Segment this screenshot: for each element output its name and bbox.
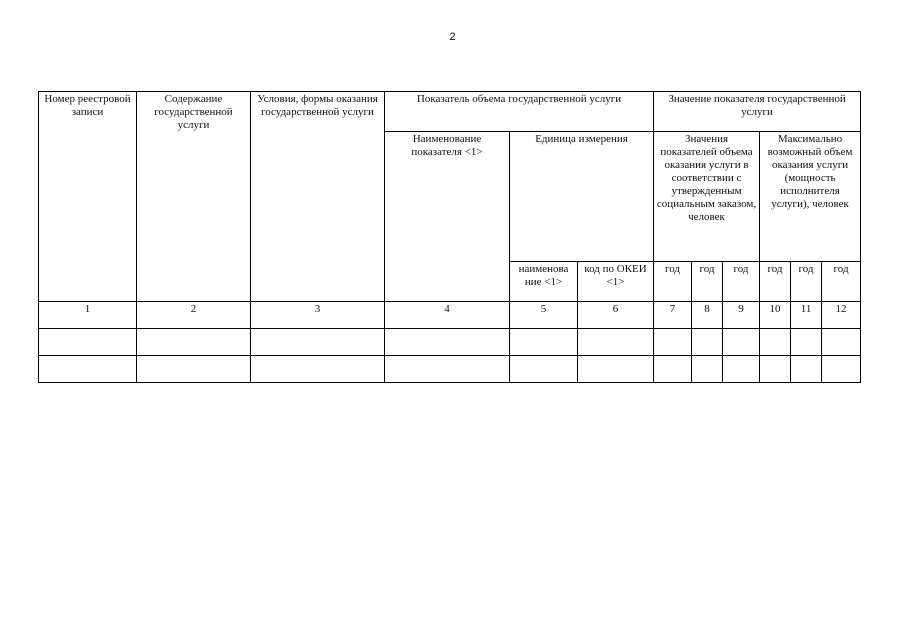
column-number: 8 (692, 302, 723, 329)
table-cell (39, 329, 137, 356)
header-year: год (822, 262, 861, 302)
column-number-row (39, 302, 861, 329)
table-cell (39, 356, 137, 383)
service-volume-table (38, 91, 861, 383)
header-year: год (654, 262, 692, 302)
column-number: 11 (791, 302, 822, 329)
table-row (39, 356, 861, 383)
table-cell (791, 356, 822, 383)
table-cell (251, 356, 385, 383)
header-volume-indicator: Показатель объема государственной услуги (385, 92, 654, 132)
header-registry-number: Номер реестровой записи (39, 92, 137, 302)
table-cell (137, 356, 251, 383)
column-number: 2 (137, 302, 251, 329)
column-number: 10 (760, 302, 791, 329)
header-values-per-social-order: Значения показателей объема оказания услуги в соответствии с утвержденным социальным заказом, человек (654, 132, 760, 262)
header-unit-name: наименова ние <1> (510, 262, 578, 302)
header-year: год (760, 262, 791, 302)
table-cell (692, 329, 723, 356)
table-cell (723, 329, 760, 356)
column-number: 9 (723, 302, 760, 329)
header-year: год (692, 262, 723, 302)
column-number: 6 (578, 302, 654, 329)
header-max-possible-volume: Максимально возможный объем оказания услуги (мощность исполнителя услуги), человек (760, 132, 861, 262)
table-cell (251, 329, 385, 356)
page-number: 2 (449, 31, 456, 43)
header-unit-of-measure: Единица измерения (510, 132, 654, 262)
table-cell (692, 356, 723, 383)
column-number: 7 (654, 302, 692, 329)
table-cell (791, 329, 822, 356)
column-number: 3 (251, 302, 385, 329)
table-cell (723, 356, 760, 383)
column-number: 5 (510, 302, 578, 329)
table-cell (822, 356, 861, 383)
table-cell (654, 329, 692, 356)
header-year: год (791, 262, 822, 302)
table-row (39, 329, 861, 356)
header-service-content: Содержание государственной услуги (137, 92, 251, 302)
column-number: 4 (385, 302, 510, 329)
header-conditions-forms: Условия, формы оказания государственной услуги (251, 92, 385, 302)
table-cell (578, 329, 654, 356)
column-number: 12 (822, 302, 861, 329)
table-cell (385, 329, 510, 356)
table-cell (654, 356, 692, 383)
table-cell (510, 356, 578, 383)
table-cell (578, 356, 654, 383)
table-cell (510, 329, 578, 356)
header-indicator-value: Значение показателя государственной услуги (654, 92, 861, 132)
header-okei-code: код по ОКЕИ <1> (578, 262, 654, 302)
header-indicator-name: Наименование показателя <1> (385, 132, 510, 302)
table-cell (760, 356, 791, 383)
table-cell (760, 329, 791, 356)
column-number: 1 (39, 302, 137, 329)
table-cell (137, 329, 251, 356)
table-cell (822, 329, 861, 356)
table-cell (385, 356, 510, 383)
header-year: год (723, 262, 760, 302)
